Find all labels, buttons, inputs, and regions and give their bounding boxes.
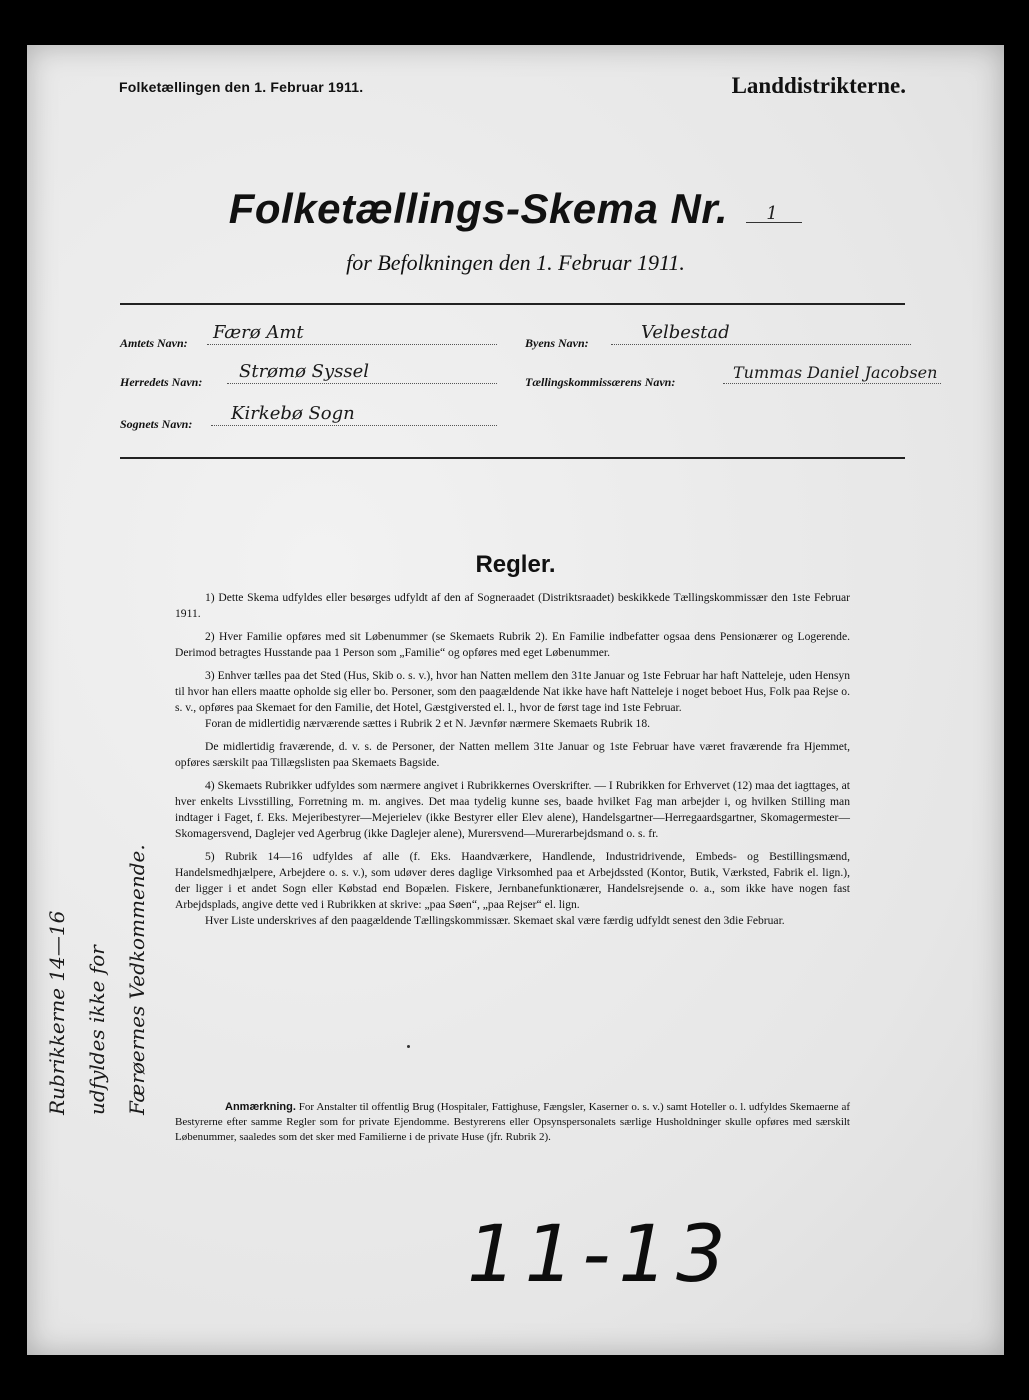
kommissaer-field[interactable] <box>723 365 941 384</box>
top-divider <box>120 303 905 305</box>
kommissaer-value: Tummas Daniel Jacobsen <box>733 363 938 382</box>
bottom-divider <box>120 457 905 459</box>
rule-5-signature: Hver Liste underskrives af den paagældende Tællingskommissær. Skemaet skal være færdig udfyldt senest den 3die Februar. <box>205 914 785 927</box>
rules-heading: Regler. <box>475 551 556 578</box>
kommissaer-label: Tællingskommissærens Navn: <box>525 375 676 389</box>
by-label: Byens Navn: <box>525 336 589 350</box>
by-field[interactable] <box>611 322 911 345</box>
form-number-handwritten: 1 <box>766 203 779 224</box>
rules-text <box>175 590 850 936</box>
amt-label: Amtets Navn: <box>120 336 188 350</box>
rule-3-absent: De midlertidig fraværende, d. v. s. de Personer, der Natten mellem 31te Januar og 1ste Februar have været fraværende fra Hjemmet, opføres særskilt paa Tillægslisten paa Skemaets Bagside. <box>175 740 850 769</box>
amt-field[interactable] <box>207 322 497 345</box>
sogn-value: Kirkebø Sogn <box>231 403 355 424</box>
form-title-text: Folketællings-Skema Nr. <box>228 185 729 232</box>
margin-handwritten-note <box>37 844 157 1115</box>
herred-label: Herredets Navn: <box>120 375 203 389</box>
remark-text: For Anstalter til offentlig Brug (Hospitaler, Fattighuse, Fængsler, Kaserner o. s. v.) samt Hoteller o. l. udfyldes Skemaerne af Bestyrerne efter samme Regler som for private Ejendomme. Bestyrerens eller Opsynspersonalets særlige Husholdninger skulle opføres med særskilt Løbenummer, saaledes som det sker med Familierne i de private Huse (jfr. Rubrik 2). <box>175 1101 850 1143</box>
rule-5: 5) Rubrik 14—16 udfyldes af alle (f. Eks. Haandværkere, Handlende, Industridrivende, Embeds- og Bestillingsmænd, Handelsmedhjælpere, Arbejdere o. s. v.), som udøver deres daglige Virksomhed paa et Arbejdssted (Kontor, Butik, Værksted, Fabrik el. lign.), der ligger i et andet Sogn eller Købstad end Bopælen. Fiskere, Jernbanefunktionærer, Handelsrejsende o. a., som ikke have nogen fast Arbejdsplads, angive dette ved i Rubrikken at skrive: „paa Søen“, „paa Rejser“ el. lign. <box>175 850 850 911</box>
rule-2: 2) Hver Familie opføres med sit Løbenummer (se Skemaets Rubrik 2). En Familie indbefatter ogsaa dens Pensionærer og Logerende. Derimod betragtes Husstande paa 1 Person som „Familie“ og opføres med eget Løbenummer. <box>175 630 850 659</box>
rule-3: 3) Enhver tælles paa det Sted (Hus, Skib o. s. v.), hvor han Natten mellem den 31te Januar og 1ste Februar har haft Natteleje, uden Hensyn til hvor han ellers maatte opholde sig eller bo. Personer, som den paagældende Nat ikke have haft Natteleje i noget beboet Hus, Folk paa Rejse o. s. v., opføres paa Skemaet for den Familie, det Hotel, Gæstgiversted el. l., hvor de først tage ind 1ste Februar. <box>175 669 850 714</box>
rule-1: 1) Dette Skema udfyldes eller besørges udfyldt af den af Sogneraadet (Distriktsraadet) beskikkede Tællingskommissær den 1ste Februar 1911. <box>175 591 850 620</box>
form-subtitle: for Befolkningen den 1. Februar 1911. <box>346 250 685 275</box>
sogn-label: Sognets Navn: <box>120 417 193 431</box>
ink-dot <box>407 1045 410 1048</box>
herred-field[interactable] <box>227 361 497 384</box>
by-value: Velbestad <box>641 322 730 343</box>
amt-value: Færø Amt <box>213 322 304 343</box>
margin-note-line-3: Færøernes Vedkommende. <box>125 844 149 1115</box>
remark <box>175 1100 850 1145</box>
sogn-field[interactable] <box>211 403 497 426</box>
rule-4: 4) Skemaets Rubrikker udfyldes som nærmere angivet i Rubrikkernes Overskrifter. — I Rubrikken for Erhvervet (12) maa det iagttages, at hver enkelts Livsstilling, Forretning m. m. angives. Det maa tydelig kunne ses, baade hvilket Fag man arbejder i, og hvilken Stilling man indtager i Faget, f. Eks. Mejeribestyrer—Mejerielev (ikke Bestyrer eller Elev alene), Handelsgartner—Herregaardsgartner, Skomagermester—Skomagersvend, Daglejer ved Agerbrug (ikke Daglejer alene), Murersvend—Murerarbejdsmand o. s. fr. <box>175 779 850 840</box>
margin-note-line-2: udfyldes ikke for <box>85 945 109 1115</box>
herred-value: Strømø Syssel <box>239 361 370 382</box>
header-district-type: Landdistrikterne. <box>731 73 906 98</box>
rule-3-continued: Foran de midlertidig nærværende sættes i Rubrik 2 et N. Jævnfør nærmere Skemaets Rubrik 18. <box>205 717 651 730</box>
form-title <box>27 185 1004 233</box>
margin-note-line-1: Rubrikkerne 14—16 <box>45 910 69 1115</box>
census-form-page <box>27 45 1004 1355</box>
form-number-line <box>746 202 802 223</box>
header-census-date: Folketællingen den 1. Februar 1911. <box>119 79 364 95</box>
archive-handwritten-number: 11-13 <box>467 1210 734 1300</box>
remark-label: Anmærkning. <box>225 1101 296 1113</box>
